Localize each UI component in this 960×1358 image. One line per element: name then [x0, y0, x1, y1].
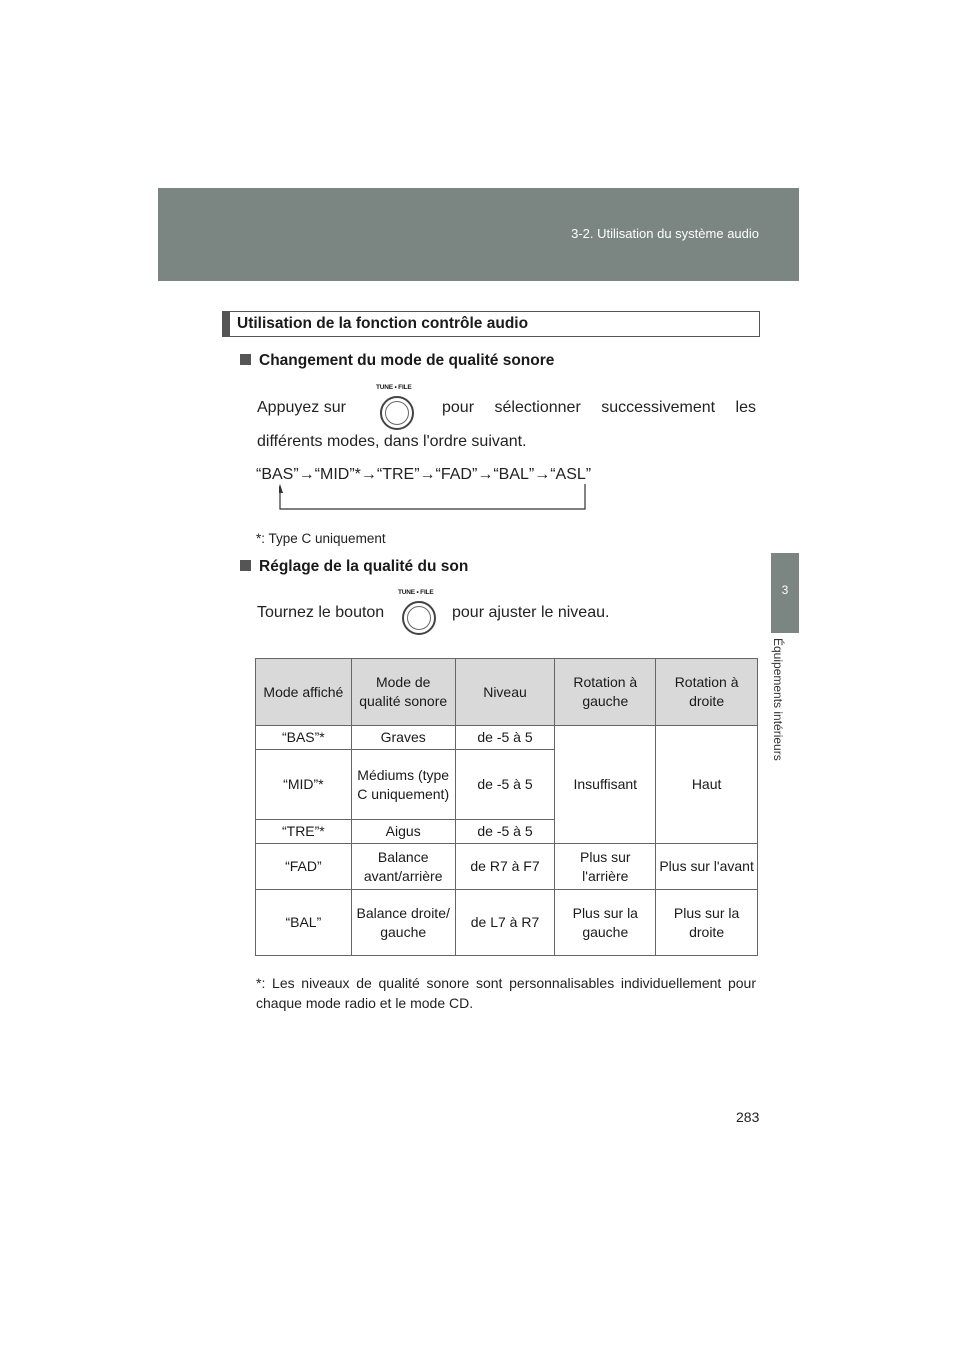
page-number: 283	[736, 1109, 760, 1125]
subheading-mode-text: Changement du mode de qualité sonore	[259, 352, 555, 369]
chapter-label: Équipements intérieurs	[771, 638, 785, 761]
p2-after: pour ajuster le niveau.	[452, 604, 610, 621]
table-cell: Haut	[656, 726, 758, 844]
p1-after: pour sélectionner successivement les	[442, 399, 756, 416]
table-cell: Insuffisant	[555, 726, 656, 844]
table-cell: “FAD”	[256, 844, 352, 890]
sound-settings-table	[255, 658, 758, 956]
chapter-number: 3	[781, 583, 789, 597]
table-cell: de -5 à 5	[455, 750, 555, 820]
table-cell: de -5 à 5	[455, 726, 555, 750]
table-row	[256, 726, 758, 750]
chapter-tab	[771, 553, 799, 633]
knob-label: TUNE • FILE	[398, 589, 434, 596]
square-bullet-icon	[240, 354, 251, 365]
table-cell: “BAS”*	[256, 726, 352, 750]
table-header-row	[256, 659, 758, 726]
tune-file-knob-icon	[374, 384, 422, 436]
p2-before: Tournez le bouton	[257, 604, 385, 621]
table-cell: de R7 à F7	[455, 844, 555, 890]
subheading-adjust	[240, 558, 468, 576]
square-bullet-icon	[240, 560, 251, 571]
section-title: Utilisation de la fonction contrôle audio	[237, 315, 529, 332]
table-row	[256, 890, 758, 956]
table-cell: de -5 à 5	[455, 820, 555, 844]
table-cell: Balance avant/arrière	[351, 844, 455, 890]
table-header: Rotation à gauche	[555, 659, 656, 726]
table-cell: Plus sur l'arrière	[555, 844, 656, 890]
table-cell: “TRE”*	[256, 820, 352, 844]
subheading-adjust-text: Réglage de la qualité du son	[259, 558, 469, 575]
table-row	[256, 844, 758, 890]
table-cell: Plus sur la droite	[656, 890, 758, 956]
note-type-c: *: Type C uniquement	[256, 531, 386, 546]
header-section: 3-2. Utilisation du système audio	[571, 226, 759, 241]
table-cell: Médiums (type C uniquement)	[351, 750, 455, 820]
subheading-mode	[240, 352, 554, 370]
table-cell: Plus sur l'avant	[656, 844, 758, 890]
knob-label: TUNE • FILE	[376, 384, 412, 391]
section-bar	[223, 312, 230, 336]
section-heading	[222, 311, 760, 337]
table-header: Rotation à droite	[656, 659, 758, 726]
header-band	[158, 188, 799, 281]
table-cell: Aigus	[351, 820, 455, 844]
table-cell: Graves	[351, 726, 455, 750]
mode-sequence: “BAS”→“MID”*→“TRE”→“FAD”→“BAL”→“ASL”	[256, 466, 592, 483]
table-header: Mode de qualité sonore	[351, 659, 455, 726]
table-cell: de L7 à R7	[455, 890, 555, 956]
table-cell: “BAL”	[256, 890, 352, 956]
table-header: Niveau	[455, 659, 555, 726]
table-cell: Balance droite/ gauche	[351, 890, 455, 956]
footnote: *: Les niveaux de qualité sonore sont personnalisables individuellement pour chaque mode radio et le mode CD.	[256, 975, 756, 1011]
p1-before: Appuyez sur	[257, 399, 346, 416]
table-cell: Plus sur la gauche	[555, 890, 656, 956]
tune-file-knob-icon	[396, 589, 444, 641]
table-header: Mode affiché	[256, 659, 352, 726]
loop-arrow-icon	[279, 484, 586, 510]
table-cell: “MID”*	[256, 750, 352, 820]
p1-line2: différents modes, dans l'ordre suivant.	[257, 433, 527, 450]
